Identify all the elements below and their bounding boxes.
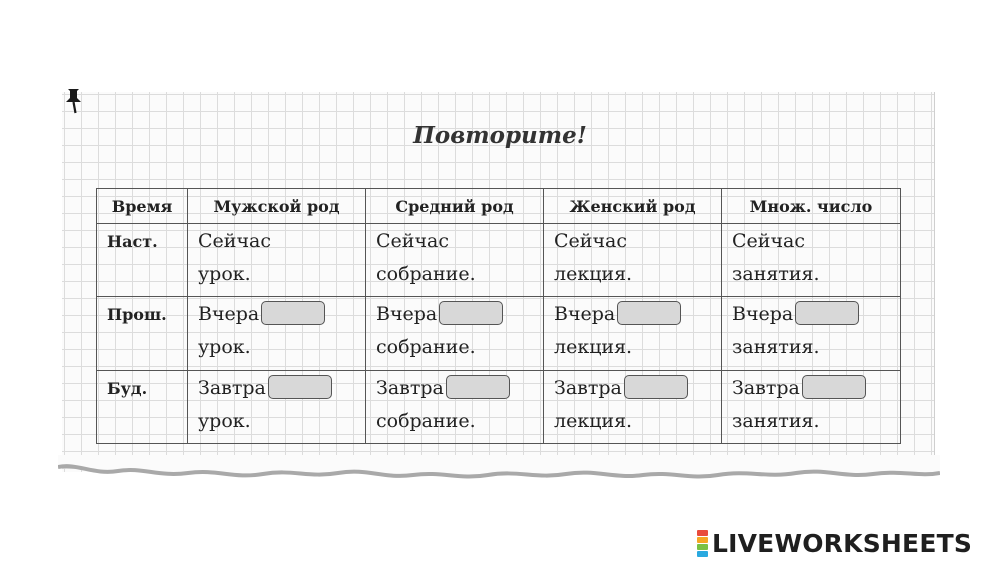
time-word: Завтра bbox=[554, 376, 622, 399]
noun-word: урок. bbox=[198, 263, 251, 285]
row-label: Буд. bbox=[97, 370, 188, 443]
time-word: Завтра bbox=[732, 376, 800, 399]
table-cell bbox=[544, 297, 722, 370]
table-cell bbox=[544, 224, 722, 297]
time-word: Сейчас bbox=[732, 230, 805, 252]
noun-word: лекция. bbox=[554, 409, 633, 432]
answer-input[interactable] bbox=[617, 301, 681, 325]
table-cell bbox=[188, 297, 366, 370]
logo-icon bbox=[697, 530, 708, 557]
table-row bbox=[97, 224, 901, 297]
table-cell bbox=[544, 370, 722, 443]
time-word: Завтра bbox=[376, 376, 444, 399]
pushpin-icon bbox=[62, 86, 88, 116]
table-row bbox=[97, 297, 901, 370]
logo-text: LIVEWORKSHEETS bbox=[712, 528, 973, 558]
table-row bbox=[97, 370, 901, 443]
noun-word: урок. bbox=[198, 409, 251, 432]
column-header: Женский род bbox=[544, 189, 722, 224]
answer-input[interactable] bbox=[268, 375, 332, 399]
noun-word: собрание. bbox=[376, 409, 476, 432]
answer-input[interactable] bbox=[439, 301, 503, 325]
row-label: Наст. bbox=[97, 224, 188, 297]
noun-word: занятия. bbox=[732, 409, 820, 432]
table-cell bbox=[366, 370, 544, 443]
column-header: Множ. число bbox=[722, 189, 901, 224]
noun-word: занятия. bbox=[732, 336, 820, 359]
column-header: Время bbox=[97, 189, 188, 224]
conjugation-table bbox=[96, 188, 901, 444]
answer-input[interactable] bbox=[802, 375, 866, 399]
column-header: Мужской род bbox=[188, 189, 366, 224]
table-cell bbox=[722, 224, 901, 297]
noun-word: собрание. bbox=[376, 263, 476, 285]
table-cell bbox=[722, 297, 901, 370]
logo-block bbox=[697, 537, 708, 543]
table-cell bbox=[722, 370, 901, 443]
table-cell bbox=[366, 224, 544, 297]
answer-input[interactable] bbox=[261, 301, 325, 325]
time-word: Вчера bbox=[554, 303, 616, 326]
column-header: Средний род bbox=[366, 189, 544, 224]
table-cell bbox=[188, 224, 366, 297]
time-word: Сейчас bbox=[554, 230, 627, 252]
logo-block bbox=[697, 530, 708, 536]
time-word: Сейчас bbox=[198, 230, 271, 252]
time-word: Вчера bbox=[376, 303, 438, 326]
noun-word: занятия. bbox=[732, 263, 820, 285]
answer-input[interactable] bbox=[795, 301, 859, 325]
noun-word: лекция. bbox=[554, 263, 633, 285]
time-word: Завтра bbox=[198, 376, 266, 399]
noun-word: собрание. bbox=[376, 336, 476, 359]
time-word: Вчера bbox=[198, 303, 260, 326]
answer-input[interactable] bbox=[624, 375, 688, 399]
noun-word: урок. bbox=[198, 336, 251, 359]
table-cell bbox=[366, 297, 544, 370]
time-word: Сейчас bbox=[376, 230, 449, 252]
noun-word: лекция. bbox=[554, 336, 633, 359]
torn-paper-edge bbox=[58, 455, 940, 495]
time-word: Вчера bbox=[732, 303, 794, 326]
table-cell bbox=[188, 370, 366, 443]
header-row bbox=[97, 189, 901, 224]
logo-block bbox=[697, 544, 708, 550]
page-title: Повторите! bbox=[413, 122, 587, 149]
liveworksheets-logo bbox=[697, 528, 972, 558]
row-label: Прош. bbox=[97, 297, 188, 370]
logo-block bbox=[697, 551, 708, 557]
answer-input[interactable] bbox=[446, 375, 510, 399]
